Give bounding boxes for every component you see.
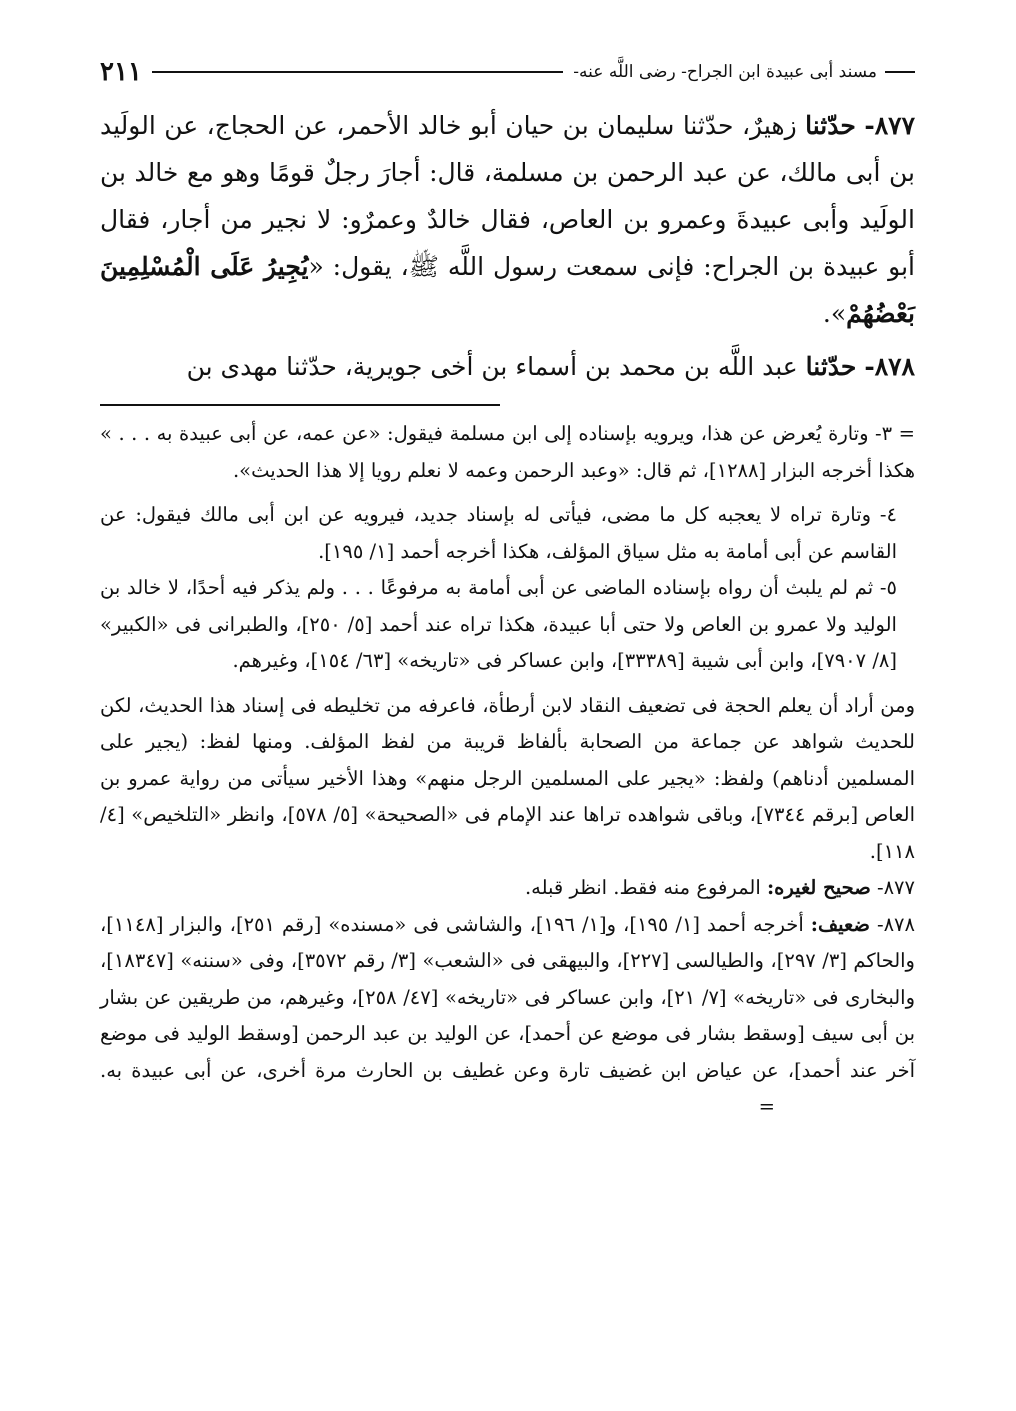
footnote-3 — [100, 416, 915, 489]
hadith-quote-end: ». — [822, 299, 847, 328]
header-rule — [152, 71, 563, 73]
note-877 — [100, 870, 915, 907]
header-dash — [885, 71, 915, 73]
note-grade: ضعيف: — [810, 912, 870, 936]
footnote-prefix: = ٣- — [875, 422, 915, 445]
continuation-mark: = — [758, 1095, 775, 1118]
footnote-5: ٥- ثم لم يلبث أن رواه بإسناده الماضى عن أبى أمامة به مرفوعًا . . . ولم يذكر فيه أحدًا، لا خالد بن الوليد ولا عمرو بن العاص ولا حتى أبا عبيدة، هكذا تراه عند أحمد [٥/ ٢٥٠]، والطبرانى فى «الكبير» [٨/ ٧٩٠٧]، وابن أبى شيبة [٣٣٣٨٩]، وابن عساكر فى «تاريخه» [٦٣/ ١٥٤]، وغيرهم. — [100, 576, 897, 672]
note-number: ٨٧٧- — [876, 876, 915, 899]
hadith-877 — [100, 102, 915, 337]
hadith-number: ٨٧٧- — [864, 111, 916, 140]
running-header — [100, 50, 915, 94]
note-878 — [100, 907, 915, 1126]
footnote-separator — [100, 404, 500, 406]
hadith-number: ٨٧٨- — [864, 352, 915, 381]
hadith-quote: يُجِيرُ عَلَى الْمُسْلِمِينَ بَعْضُهُمْ — [100, 252, 915, 328]
note-text: المرفوع منه فقط. انظر قبله. — [524, 876, 761, 899]
hadith-lead: حدّثنا — [805, 352, 857, 381]
note-text: أخرجه أحمد [١/ ١٩٥]، و[١/ ١٩٦]، والشاشى فى «مسنده» [رقم ٢٥١]، والبزار [١١٤٨]، والحاكم [٣/ ٢٩٧]، والطيالسى [٢٢٧]، والبيهقى فى «الشعب» [٣/ رقم ٣٥٧٢]، وفى «سننه» [١٨٣٤٧]، والبخارى فى «تاريخه» [٧/ ٢١]، وابن عساكر فى «تاريخه» [٤٧/ ٢٥٨]، وغيرهم، من طريقين عن بشار بن أبى سيف [وسقط بشار فى موضع عن أحمد]، عن الوليد بن عبد الرحمن [وسقط الوليد فى موضع آخر عند أحمد]، عن عياض ابن غضيف تارة وعن غطيف بن الحارث مرة أخرى، عن أبى عبيدة به. — [100, 912, 915, 1082]
note-number: ٨٧٨- — [876, 912, 915, 936]
footnotes — [100, 416, 915, 1126]
footnote-4: ٤- وتارة تراه لا يعجبه كل ما مضى، فيأتى له بإسناد جديد، فيرويه عن ابن أبى مالك فيقول: عن القاسم عن أبى أمامة به مثل سياق المؤلف، هكذا أخرجه أحمد [١/ ١٩٥]. — [100, 503, 897, 563]
footnote-text: وتارة يُعرض عن هذا، ويرويه بإسناده إلى ابن مسلمة فيقول: «عن عمه، عن أبى عبيدة به . . . » هكذا أخرجه البزار [١٢٨٨]، ثم قال: «وعبد الرحمن وعمه لا نعلم رويا إلا هذا الحديث». — [100, 422, 915, 482]
page — [100, 50, 915, 1126]
note-grade: صحيح لغيره: — [766, 876, 871, 899]
hadith-lead: حدّثنا — [805, 111, 856, 140]
page-number: ٢١١ — [100, 57, 142, 87]
hadith-878 — [100, 343, 915, 390]
footnote-paragraph: ومن أراد أن يعلم الحجة فى تضعيف النقاد لابن أرطأة، فاعرفه من تخليطه فى إسناد هذا الحديث، لكن للحديث شواهد عن جماعة من الصحابة بألفاظ قريبة من لفظ المؤلف. ومنها لفظ: (يجير على المسلمين أدناهم) ولفظ: «يجير على المسلمين الرجل منهم» وهذا الأخير سيأتى من رواية عمرو بن العاص [برقم ٧٣٤٤]، وباقى شواهده تراها عند الإمام فى «الصحيحة» [٥/ ٥٧٨]، وانظر «التلخيص» [٤/ ١١٨]. — [100, 693, 915, 863]
hadith-text: زهيرٌ، حدّثنا سليمان بن حيان أبو خالد الأحمر، عن الحجاج، عن الولَيد بن أبى مالك، عن عبد الرحمن بن مسلمة، قال: أجارَ رجلٌ قومًا وهو مع خالد بن الولَيد وأبى عبيدةَ وعمرو بن العاص، فقال خالدٌ وعمرٌو: لا نجير من أجار، فقال أبو عبيدة بن الجراح: فإنى سمعت رسول اللَّه ﷺ، يقول: « — [100, 111, 915, 281]
main-text — [100, 102, 915, 390]
hadith-text: عبد اللَّه بن محمد بن أسماء بن أخى جويرية، حدّثنا مهدى بن — [186, 352, 798, 381]
running-title: مسند أبى عبيدة ابن الجراح- رضى اللَّه عنه- — [573, 62, 877, 82]
